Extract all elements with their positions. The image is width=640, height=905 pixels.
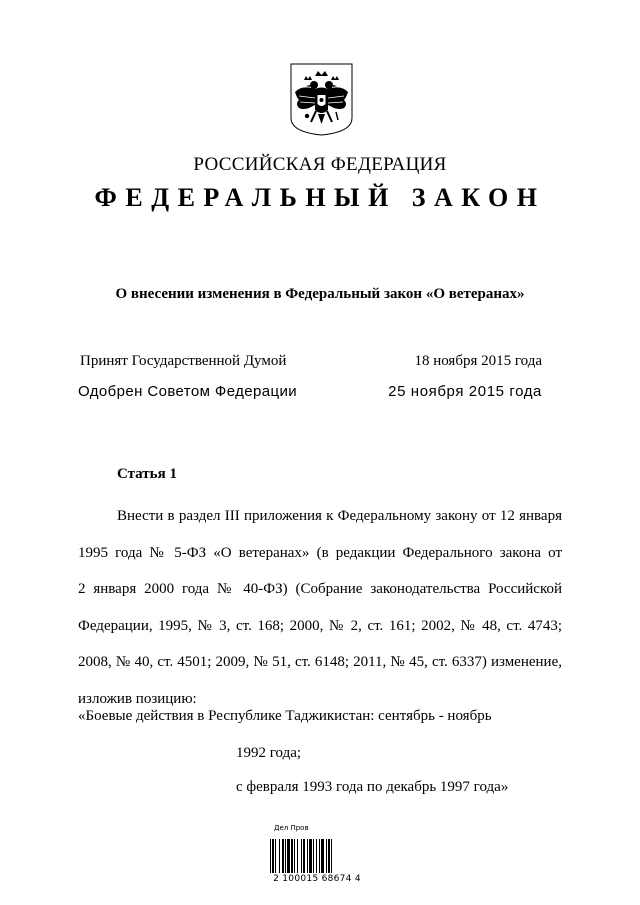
barcode-bar xyxy=(307,839,308,873)
barcode-bar xyxy=(328,839,330,873)
barcode-bar xyxy=(270,839,271,873)
law-title: О внесении изменения в Федеральный закон «О ветеранах» xyxy=(115,286,525,302)
barcode-bar xyxy=(303,839,305,873)
approved-by-label: Одобрен Советом Федерации xyxy=(78,383,298,400)
quote-line: с февраля 1993 года по декабрь 1997 года» xyxy=(236,779,509,795)
article-line: 2008, № 40, ст. 4501; 2009, № 51, ст. 6148; 2011, № 45, ст. 6337) изменение, xyxy=(78,654,562,670)
article-line: изложив позицию: xyxy=(78,690,197,707)
article-line: Внести в раздел III приложения к Федеральному закону от 12 января xyxy=(117,508,562,524)
article-line: 2 января 2000 года № 40-ФЗ) (Собрание законодательства Российской xyxy=(78,581,562,597)
barcode-bar xyxy=(331,839,332,873)
barcode-number: 2 100015 68674 4 xyxy=(273,874,361,884)
barcode-bar xyxy=(272,839,274,873)
russian-coat-of-arms-icon xyxy=(289,62,354,137)
barcode-bar xyxy=(326,839,327,873)
article-line: 1995 года № 5-ФЗ «О ветеранах» (в редакции Федерального закона от xyxy=(78,544,562,561)
document-type: ФЕДЕРАЛЬНЫЙ ЗАКОН xyxy=(94,183,546,212)
barcode-bar xyxy=(282,839,284,873)
emblem xyxy=(289,62,354,137)
article-body xyxy=(78,498,562,717)
barcode-bar xyxy=(321,839,324,873)
article-line: Федерации, 1995, № 3, ст. 168; 2000, № 2, ст. 161; 2002, № 48, ст. 4743; xyxy=(78,617,562,634)
barcode-bar xyxy=(316,839,317,873)
country-name: РОССИЙСКАЯ ФЕДЕРАЦИЯ xyxy=(193,154,447,175)
barcode-bar xyxy=(319,839,320,873)
quote-line: «Боевые действия в Республике Таджикистан: сентябрь - ноябрь xyxy=(78,708,492,724)
barcode xyxy=(262,825,372,893)
barcode-bar xyxy=(294,839,295,873)
barcode-bars xyxy=(270,839,356,873)
barcode-bar xyxy=(279,839,280,873)
barcode-bar xyxy=(297,839,298,873)
approved-date: 25 ноября 2015 года xyxy=(388,383,542,400)
adopted-by-label: Принят Государственной Думой xyxy=(80,353,287,369)
quote-line: 1992 года; xyxy=(236,745,302,761)
barcode-bar xyxy=(309,839,312,873)
barcode-bar xyxy=(287,839,290,873)
barcode-bar xyxy=(301,839,302,873)
barcode-bar xyxy=(275,839,276,873)
barcode-bar xyxy=(313,839,314,873)
article-heading: Статья 1 xyxy=(117,466,177,482)
adopted-date: 18 ноября 2015 года xyxy=(414,353,542,369)
barcode-bar xyxy=(285,839,286,873)
barcode-stamp: Дел Пров xyxy=(274,824,309,832)
barcode-bar xyxy=(291,839,293,873)
